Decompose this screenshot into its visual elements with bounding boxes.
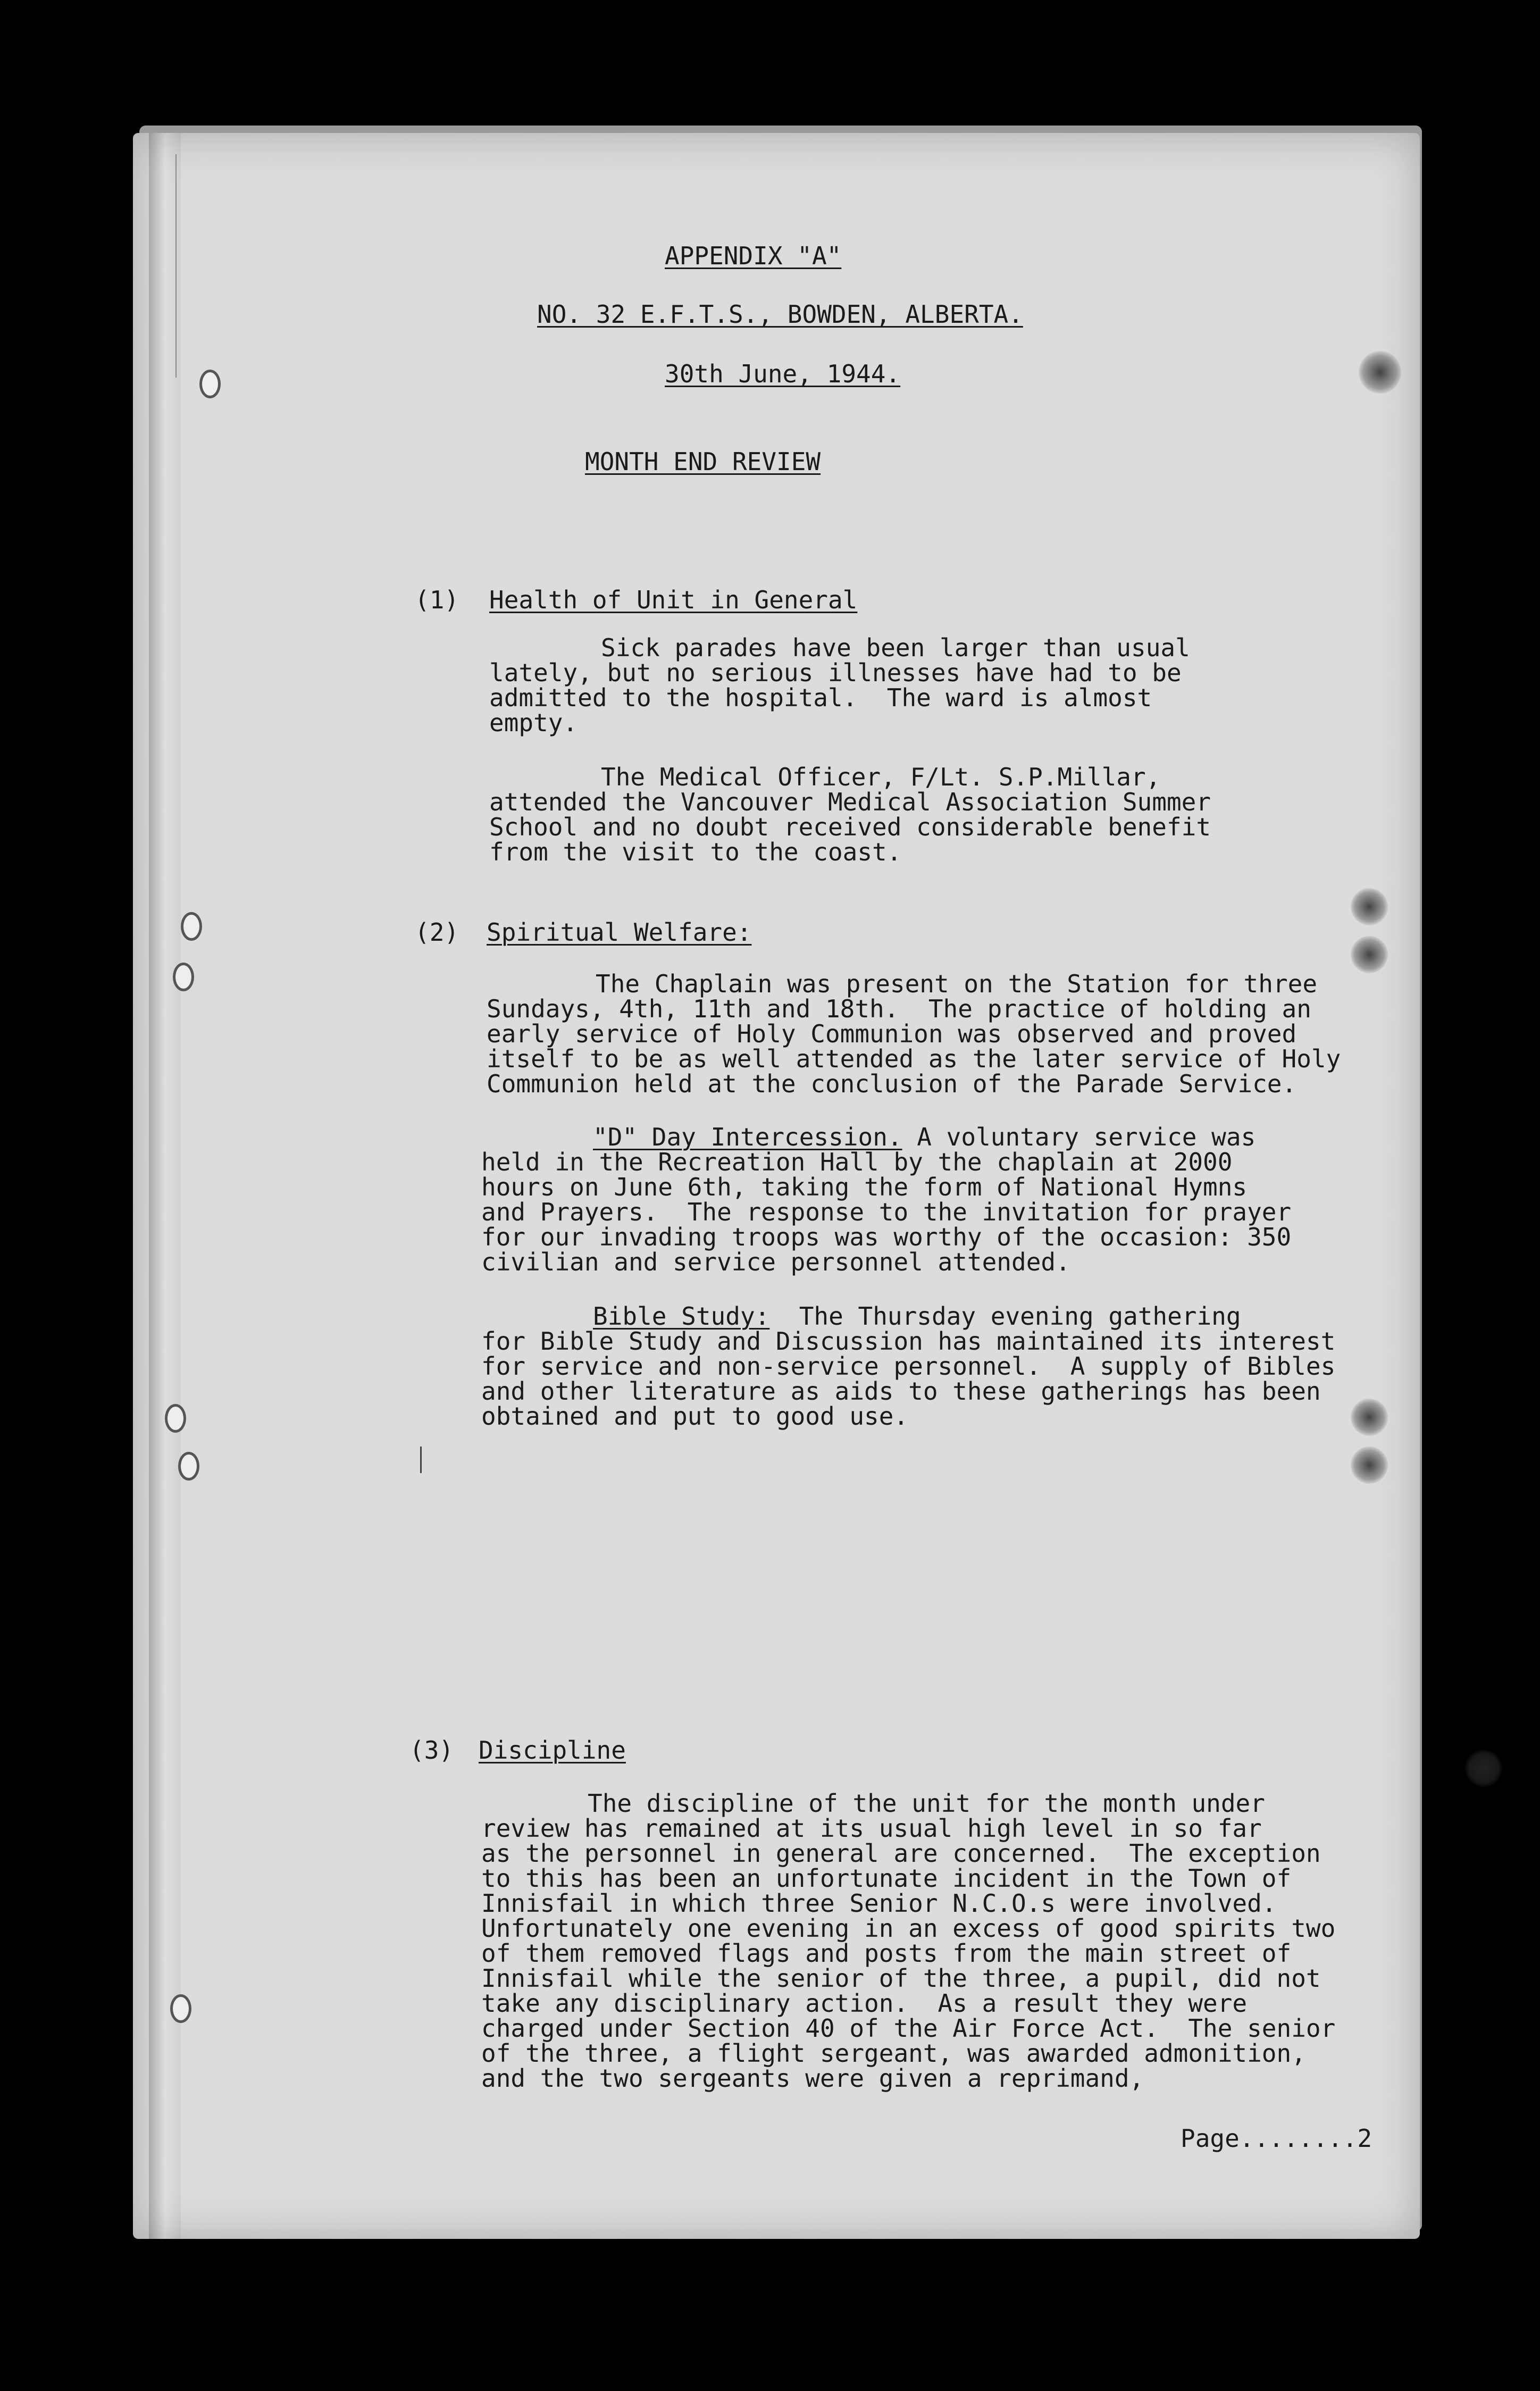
text-line: empty.	[489, 708, 578, 737]
text-line: and Prayers. The response to the invitation for prayer	[481, 1198, 1292, 1226]
punch-hole	[165, 1404, 186, 1433]
punch-hole	[170, 1994, 191, 2023]
text-line: and other literature as aids to these gatherings has been	[481, 1377, 1321, 1406]
unit-name: NO. 32 E.F.T.S., BOWDEN, ALBERTA.	[537, 300, 1023, 329]
text-line: Unfortunately one evening in an excess of good spirits two	[481, 1914, 1336, 1943]
section-number: (2)	[415, 918, 459, 947]
text-line: of the three, a flight sergeant, was awarded admonition,	[481, 2039, 1306, 2068]
ink-blot	[1351, 888, 1388, 925]
text-line: for our invading troops was worthy of the occasion: 350	[481, 1223, 1292, 1251]
punch-hole	[181, 912, 202, 941]
text-line: early service of Holy Communion was observed and proved	[487, 1019, 1297, 1048]
page-fold-shadow	[149, 133, 181, 2239]
text-line: and the two sergeants were given a reprimand,	[481, 2064, 1144, 2093]
text-line: from the visit to the coast.	[489, 838, 902, 866]
text-line: admitted to the hospital. The ward is almost	[489, 683, 1152, 712]
subheading: Bible Study:	[593, 1302, 770, 1331]
background-blot	[1465, 1750, 1502, 1787]
text-line: The Medical Officer, F/Lt. S.P.Millar,	[601, 763, 1161, 791]
text-line: review has remained at its usual high level in so far	[481, 1814, 1262, 1843]
text-line: for Bible Study and Discussion has maintained its interest	[481, 1327, 1336, 1356]
text-line	[593, 1302, 1241, 1331]
unit-line	[537, 302, 1023, 327]
appendix-title: APPENDIX "A"	[665, 241, 842, 270]
section-heading: Spiritual Welfare:	[487, 918, 752, 947]
ink-blot	[1359, 351, 1401, 394]
text-line: The Chaplain was present on the Station for three	[596, 969, 1318, 998]
text-line: Innisfail while the senior of the three, a pupil, did not	[481, 1964, 1321, 1993]
text-line: obtained and put to good use.	[481, 1402, 909, 1431]
text-line: School and no doubt received considerable benefit	[489, 813, 1211, 841]
text-line: hours on June 6th, taking the form of National Hymns	[481, 1173, 1248, 1201]
text-line: The discipline of the unit for the month under	[588, 1789, 1265, 1818]
text-span: A voluntary service was	[917, 1123, 1256, 1151]
section-heading: Health of Unit in General	[489, 586, 858, 614]
punch-hole	[178, 1452, 199, 1481]
document-title: MONTH END REVIEW	[585, 447, 821, 476]
text-line: Sick parades have been larger than usual	[601, 633, 1190, 662]
fold-crease	[175, 154, 177, 378]
text-line: of them removed flags and posts from the main street of	[481, 1939, 1292, 1968]
stray-mark	[420, 1447, 422, 1473]
section-heading: Discipline	[479, 1736, 626, 1765]
text-line: take any disciplinary action. As a result they were	[481, 1989, 1248, 2018]
text-line: Sundays, 4th, 11th and 18th. The practice of holding an	[487, 994, 1311, 1023]
ink-blot	[1351, 936, 1388, 973]
text-line: as the personnel in general are concerned. The exception	[481, 1839, 1321, 1868]
document-date: 30th June, 1944.	[665, 360, 901, 388]
ink-blot	[1351, 1399, 1388, 1436]
text-line: charged under Section 40 of the Air Force Act. The senior	[481, 2014, 1336, 2043]
ink-blot	[1351, 1447, 1388, 1484]
subheading: "D" Day Intercession.	[593, 1123, 902, 1151]
text-line	[593, 1125, 1256, 1149]
text-line: lately, but no serious illnesses have had to be	[489, 658, 1182, 687]
text-line: held in the Recreation Hall by the chaplain at 2000	[481, 1148, 1233, 1176]
punch-hole	[173, 963, 194, 991]
text-line: for service and non-service personnel. A supply of Bibles	[481, 1352, 1336, 1381]
text-line: Communion held at the conclusion of the Parade Service.	[487, 1069, 1297, 1098]
section-number: (1)	[415, 586, 459, 614]
text-span: The Thursday evening gathering	[799, 1302, 1241, 1331]
text-line: Innisfail in which three Senior N.C.O.s were involved.	[481, 1889, 1277, 1918]
punch-hole	[199, 370, 221, 398]
text-line: civilian and service personnel attended.	[481, 1248, 1070, 1276]
text-line: itself to be as well attended as the later service of Holy	[487, 1044, 1341, 1073]
section-number: (3)	[409, 1736, 454, 1765]
text-line: attended the Vancouver Medical Association Summer	[489, 788, 1211, 816]
document-page	[133, 133, 1420, 2239]
text-line: to this has been an unfortunate incident in the Town of	[481, 1864, 1292, 1893]
page-continuation: Page........2	[1181, 2124, 1372, 2153]
